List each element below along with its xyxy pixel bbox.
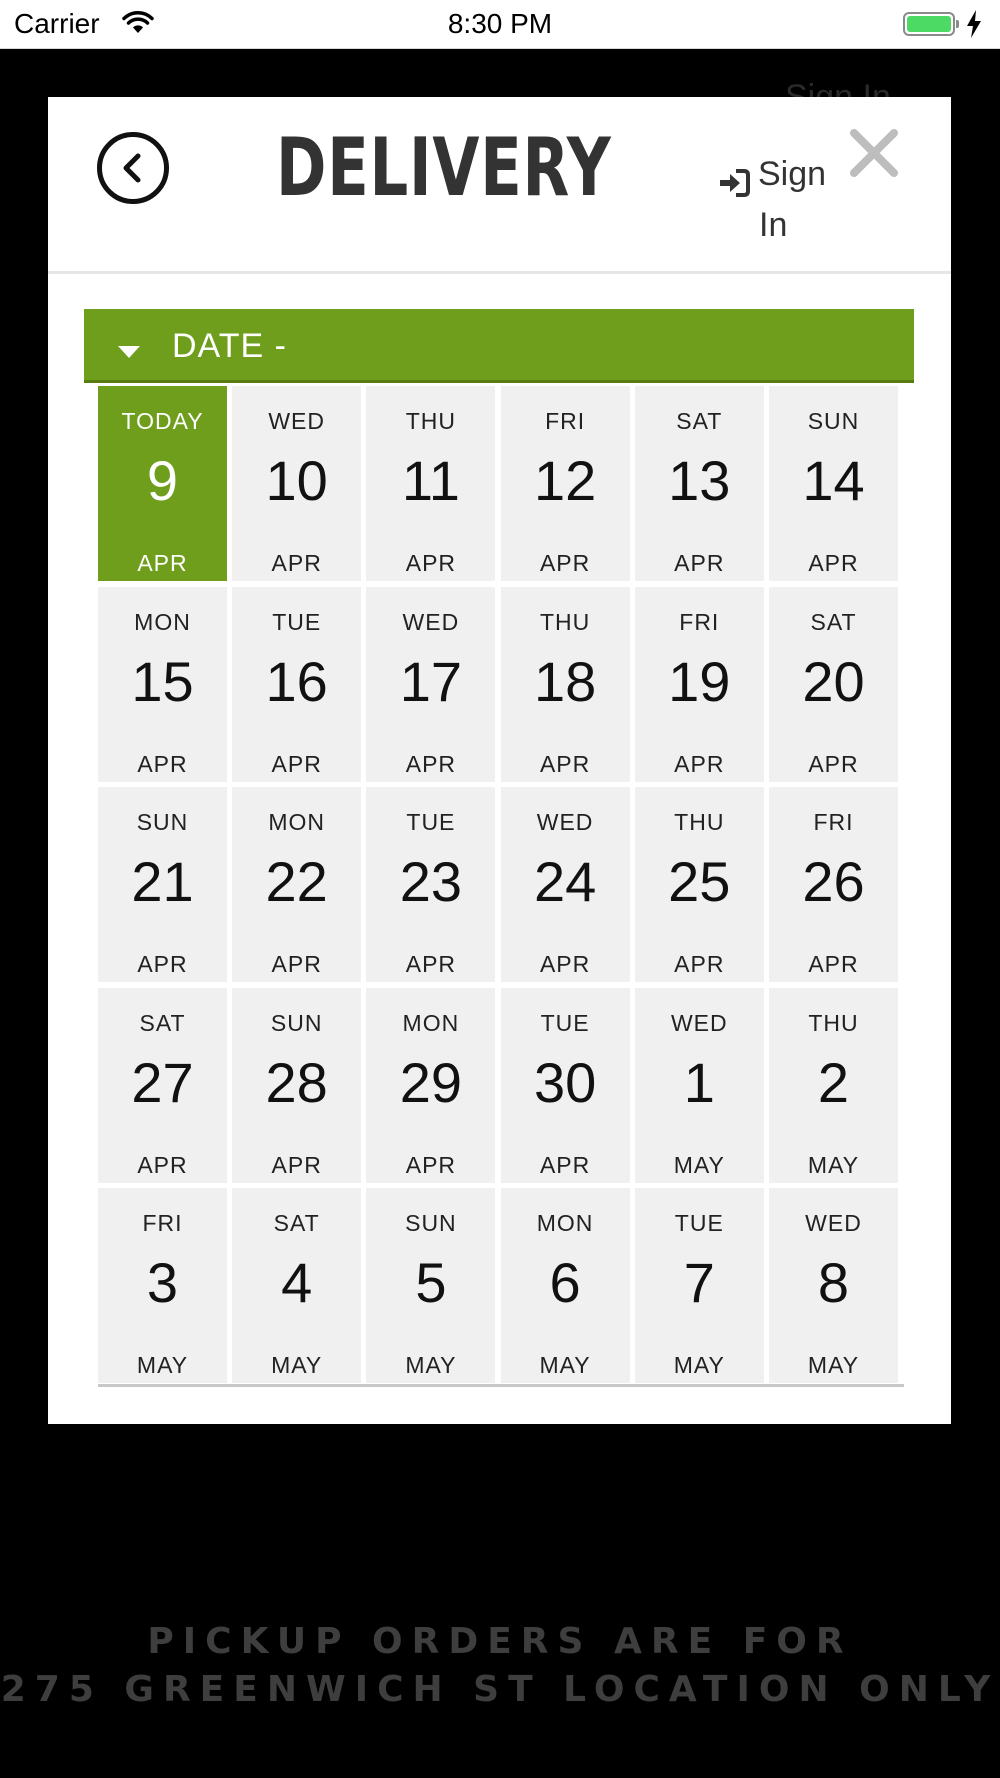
date-cell-month: MAY xyxy=(405,1352,457,1378)
date-cell-weekday: TUE xyxy=(272,608,322,635)
date-cell-weekday: TUE xyxy=(406,809,456,835)
date-cell[interactable] xyxy=(769,988,898,1183)
date-cell-month: APR xyxy=(137,750,188,777)
date-cell-weekday: WED xyxy=(402,608,460,635)
date-cell[interactable] xyxy=(232,1188,361,1383)
chevron-left-icon xyxy=(118,152,148,184)
date-cell-weekday: THU xyxy=(808,1009,859,1036)
date-cell-month: APR xyxy=(271,550,322,576)
date-cell[interactable] xyxy=(769,1188,898,1383)
date-cell-weekday: THU xyxy=(539,608,591,635)
date-cell-month: APR xyxy=(539,951,591,977)
date-cell-day: 23 xyxy=(399,850,463,913)
date-cell-weekday: TODAY xyxy=(121,408,204,434)
date-cell-month: MAY xyxy=(673,1151,725,1178)
delivery-modal xyxy=(48,97,951,1424)
date-cell-day: 19 xyxy=(668,649,731,713)
date-section-label: DATE - xyxy=(172,327,287,365)
date-cell-month: APR xyxy=(137,1151,188,1178)
date-cell-day: 11 xyxy=(401,449,460,512)
date-cell-day: 5 xyxy=(415,1251,447,1314)
date-cell-day: 14 xyxy=(802,449,865,512)
date-cell[interactable] xyxy=(366,386,495,581)
date-cell-day: 4 xyxy=(281,1251,313,1314)
date-cell-day: 27 xyxy=(131,1050,194,1114)
date-cell-weekday: MON xyxy=(268,809,326,835)
date-cell-weekday: SUN xyxy=(270,1009,323,1036)
date-cell-weekday: THU xyxy=(405,408,457,434)
status-bar xyxy=(0,0,1000,49)
date-cell[interactable] xyxy=(232,988,361,1183)
pickup-notice-line-1: PICKUP ORDERS ARE FOR xyxy=(147,1621,853,1662)
date-cell-weekday: WED xyxy=(805,1210,862,1236)
date-cell-weekday: FRI xyxy=(545,408,586,434)
date-cell[interactable] xyxy=(98,1188,227,1383)
date-cell-weekday: WED xyxy=(670,1009,728,1036)
date-cell-month: MAY xyxy=(271,1352,323,1378)
battery-icon xyxy=(903,12,955,36)
date-cell-day: 24 xyxy=(533,850,597,913)
date-cell-day: 2 xyxy=(817,1050,850,1114)
date-cell[interactable] xyxy=(635,587,764,782)
date-cell-month: APR xyxy=(674,750,725,777)
date-cell[interactable] xyxy=(98,587,227,782)
date-cell-day: 1 xyxy=(683,1050,715,1114)
sign-in-icon xyxy=(718,161,750,211)
date-cell-day: 13 xyxy=(668,449,731,512)
date-cell-weekday: MON xyxy=(536,1210,594,1236)
date-cell-day: 22 xyxy=(265,850,328,913)
date-cell-month: APR xyxy=(808,750,859,777)
date-cell[interactable] xyxy=(635,988,764,1183)
close-button[interactable] xyxy=(848,127,900,179)
date-cell-month: APR xyxy=(808,550,859,576)
sign-in-label-line-2[interactable]: In xyxy=(759,206,788,244)
date-cell-weekday: SUN xyxy=(405,1210,457,1236)
date-cell-month: APR xyxy=(539,750,591,777)
pickup-notice-line-2: 275 GREENWICH ST LOCATION ONLY xyxy=(0,1669,1000,1710)
date-cell[interactable] xyxy=(366,587,495,782)
date-cell-day: 6 xyxy=(549,1251,581,1314)
date-cell-selected[interactable] xyxy=(98,386,227,581)
clock: 8:30 PM xyxy=(447,8,553,39)
date-cell-weekday: TUE xyxy=(540,1009,590,1036)
charging-bolt-icon xyxy=(966,10,982,43)
date-cell-month: MAY xyxy=(539,1352,591,1378)
date-cell-month: APR xyxy=(405,1151,457,1178)
date-cell-weekday: SUN xyxy=(807,408,860,434)
date-cell-day: 12 xyxy=(533,449,597,512)
date-section-toggle[interactable] xyxy=(84,309,914,383)
date-cell-day: 30 xyxy=(533,1050,597,1114)
date-cell-month: APR xyxy=(674,550,725,576)
date-cell[interactable] xyxy=(366,787,495,982)
modal-header xyxy=(48,97,951,274)
date-cell-day: 26 xyxy=(802,850,865,913)
date-cell-day: 29 xyxy=(399,1050,463,1114)
date-cell[interactable] xyxy=(501,386,630,581)
date-cell-day: 21 xyxy=(131,850,194,913)
date-cell-month: APR xyxy=(405,550,457,576)
date-grid-divider xyxy=(98,1384,904,1387)
date-cell-weekday: SAT xyxy=(810,608,857,635)
date-cell-day: 28 xyxy=(265,1050,328,1114)
date-cell[interactable] xyxy=(769,386,898,581)
date-cell[interactable] xyxy=(769,787,898,982)
sign-in-label[interactable]: Sign xyxy=(758,155,827,193)
date-cell-weekday: WED xyxy=(268,408,326,434)
date-cell-month: APR xyxy=(539,550,591,576)
date-cell[interactable] xyxy=(501,1188,630,1383)
date-cell-month: APR xyxy=(674,951,725,977)
date-cell-weekday: MON xyxy=(134,608,191,635)
date-cell-weekday: SAT xyxy=(273,1210,320,1236)
date-cell-day: 17 xyxy=(399,649,463,713)
date-cell-month: MAY xyxy=(136,1352,189,1378)
date-cell-weekday: FRI xyxy=(813,809,854,835)
date-cell[interactable] xyxy=(501,988,630,1183)
date-cell[interactable] xyxy=(366,1188,495,1383)
date-cell-weekday: THU xyxy=(674,809,725,835)
date-cell-month: APR xyxy=(271,750,322,777)
date-cell[interactable] xyxy=(232,787,361,982)
date-cell-month: APR xyxy=(271,951,322,977)
date-cell-day: 25 xyxy=(668,850,731,913)
date-cell-day: 10 xyxy=(265,449,328,512)
date-cell[interactable] xyxy=(501,787,630,982)
date-cell[interactable] xyxy=(366,988,495,1183)
date-cell-month: APR xyxy=(271,1151,322,1178)
page-title: DELIVERY xyxy=(276,121,612,214)
date-cell-month: APR xyxy=(405,951,457,977)
date-cell-day: 15 xyxy=(131,649,194,713)
date-cell[interactable] xyxy=(635,787,764,982)
date-cell[interactable] xyxy=(501,587,630,782)
date-cell-weekday: SAT xyxy=(676,408,723,434)
close-icon xyxy=(848,127,900,179)
date-cell-day: 7 xyxy=(683,1251,715,1314)
date-cell-day: 3 xyxy=(146,1251,179,1314)
date-cell-weekday: MON xyxy=(402,1009,460,1036)
date-cell-month: APR xyxy=(539,1151,591,1178)
date-cell-weekday: FRI xyxy=(679,608,720,635)
date-cell-day: 9 xyxy=(146,449,179,512)
pickup-notice xyxy=(0,1618,1000,1714)
date-cell-month: APR xyxy=(808,951,859,977)
date-cell-month: APR xyxy=(137,550,188,576)
date-cell[interactable] xyxy=(98,787,227,982)
date-cell-day: 16 xyxy=(265,649,328,713)
carrier-label: Carrier xyxy=(14,8,100,39)
date-cell-month: MAY xyxy=(807,1352,860,1378)
date-cell[interactable] xyxy=(635,1188,764,1383)
back-button[interactable] xyxy=(97,132,169,204)
date-cell[interactable] xyxy=(232,587,361,782)
caret-down-icon xyxy=(118,345,140,363)
date-cell-weekday: SAT xyxy=(139,1009,186,1036)
date-cell-day: 18 xyxy=(533,649,597,713)
date-cell-month: APR xyxy=(405,750,457,777)
date-cell-day: 8 xyxy=(817,1251,850,1314)
date-cell-month: MAY xyxy=(807,1151,860,1178)
date-cell[interactable] xyxy=(232,386,361,581)
date-cell-month: APR xyxy=(137,951,188,977)
date-cell-day: 20 xyxy=(802,649,865,713)
date-cell[interactable] xyxy=(98,988,227,1183)
date-cell-weekday: TUE xyxy=(674,1210,724,1236)
battery-nub xyxy=(956,20,959,28)
date-cell-weekday: FRI xyxy=(142,1210,183,1236)
date-cell-weekday: SUN xyxy=(136,809,189,835)
date-cell[interactable] xyxy=(635,386,764,581)
date-cell-month: MAY xyxy=(673,1352,725,1378)
date-cell-weekday: WED xyxy=(536,809,594,835)
date-cell[interactable] xyxy=(769,587,898,782)
